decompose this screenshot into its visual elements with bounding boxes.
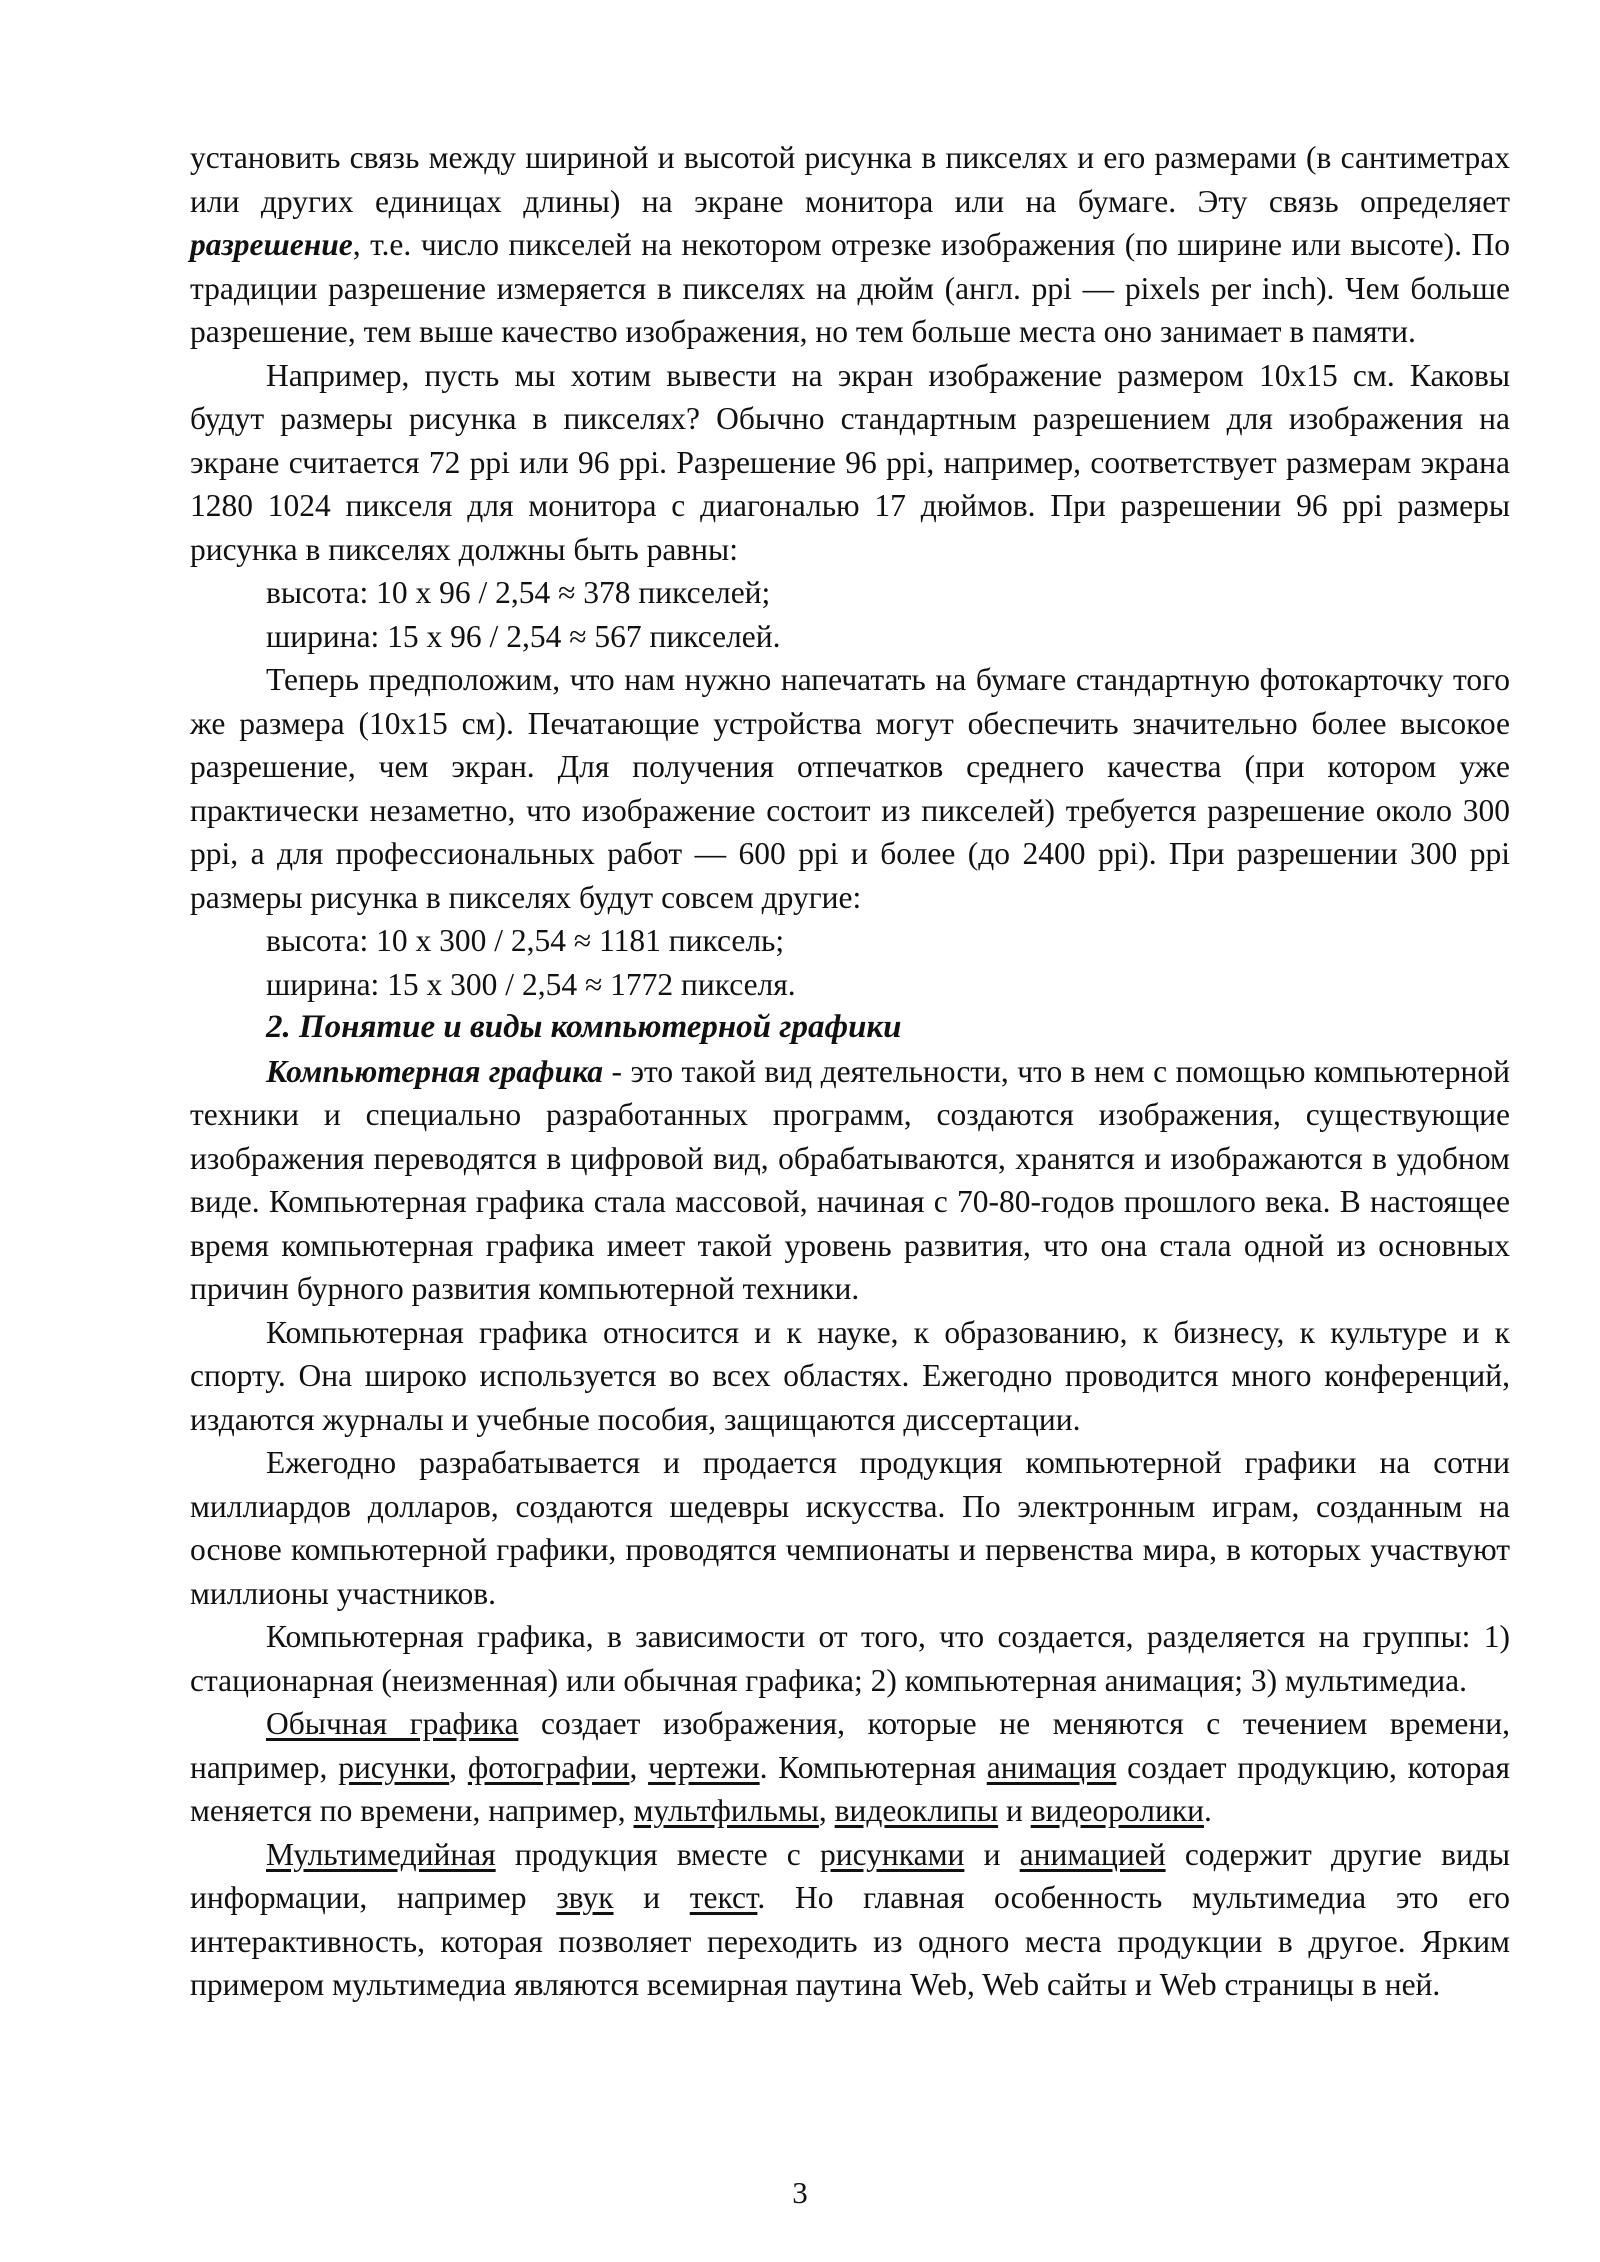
underlined-term: текст (689, 1880, 758, 1915)
paragraph-ordinary-graphics (190, 1702, 1510, 1833)
calc-screen-height: высота: 10 x 96 / 2,54 ≈ 378 пикселей; (266, 575, 771, 610)
underlined-term: рисунки (338, 1749, 450, 1785)
underlined-term: Мультимедийная (266, 1836, 496, 1872)
paragraph-graphics-definition (190, 1050, 1510, 1311)
section-heading: 2. Понятие и виды компьютерной графики (266, 1009, 902, 1045)
underlined-term: анимацией (1019, 1836, 1166, 1872)
paragraph-industry: Ежегодно разрабатывается и продается продукция компьютерной графики на сотни миллиардов долларов, создаются шедевры искусства. По электронным играм, созданным на основе компьютерной графики, проводятся чемпионаты и первенства мира, в которых участвуют миллионы участников. (190, 1445, 1510, 1611)
underlined-term: видеоролики (1030, 1793, 1204, 1828)
text-run: создает продукцию, которая меняется по времени, например, (190, 1749, 1511, 1828)
underlined-term: мультфильмы (633, 1793, 819, 1828)
paragraph-groups: Компьютерная графика, в зависимости от того, что создается, разделяется на группы: 1) стационарная (неизменная) или обычная графика; 2) компьютерная анимация; 3) мультимедиа. (190, 1619, 1510, 1698)
calc-screen-width: ширина: 15 x 96 / 2,54 ≈ 567 пикселей. (266, 618, 781, 654)
underlined-term: рисунками (819, 1836, 965, 1872)
underlined-term: звук (556, 1880, 614, 1915)
paragraph-print-example: Теперь предположим, что нам нужно напечатать на бумаге стандартную фотокарточку того же размера (10x15 см). Печатающие устройства могут обеспечить значительно более высокое разрешение, чем экран. Для получения отпечатков среднего качества (при котором уже практически незаметно, что изображение состоит из пикселей) требуется разрешение около 300 ppi, а для профессиональных работ — 600 ppi и более (до 2400 ppi). При разрешении 300 ppi размеры рисунка в пикселях будут совсем другие: (190, 662, 1510, 915)
page-number: 3 (792, 2175, 808, 2210)
paragraph-screen-example: Например, пусть мы хотим вывести на экран изображение размером 10x15 см. Каковы будут размеры рисунка в пикселях? Обычно стандартным разрешением для изображения на экране считается 72 ppi или 96 ppi. Разрешение 96 ppi, например, соответствует размерам экрана 1280 1024 пикселя для монитора с диагональю 17 дюймов. При разрешении 96 ppi размеры рисунка в пикселях должны быть равны: (190, 357, 1510, 567)
text-run: и (998, 1793, 1031, 1828)
calc-print-height: высота: 10 x 300 / 2,54 ≈ 1181 пиксель; (266, 923, 785, 958)
text-run: установить связь между шириной и высотой рисунка в пикселях и его размерами (в сантиметрах или других единицах длины) на экране монитора или на бумаге. Эту связь определяет (190, 140, 1510, 219)
text-run: содержит другие виды информации, например (190, 1836, 1510, 1915)
text-run: . (1204, 1793, 1212, 1828)
text-run: создает изображения, которые не меняются с течением времени, например, (190, 1706, 1510, 1785)
body-text (190, 136, 1510, 2007)
text-run: . Но главная особенность мультимедиа это его интерактивность, которая позволяет переходить из одного места продукции в другое. Ярким примером мультимедиа являются всемирная паутина Web, Web сайты и Web страницы в ней. (190, 1880, 1510, 2002)
underlined-term: анимация (986, 1749, 1117, 1785)
underlined-term: Обычная графика (266, 1706, 519, 1741)
text-run: продукция вместе с (495, 1836, 820, 1872)
text-run: , т.е. число пикселей на некотором отрезке изображения (по ширине или высоте). По традиции разрешение измеряется в пикселях на дюйм (англ. ppi — pixels per inch). Чем больше разрешение, тем выше качество изображения, но тем больше места оно занимает в памяти. (190, 227, 1510, 349)
text-run: и (964, 1836, 1020, 1872)
underlined-term: чертежи (648, 1749, 760, 1785)
calc-print-width: ширина: 15 x 300 / 2,54 ≈ 1772 пикселя. (266, 966, 796, 1002)
paragraph-resolution-definition (190, 136, 1510, 354)
text-run: , (629, 1749, 649, 1785)
underlined-term: фотографии (467, 1749, 630, 1785)
underlined-term: видеоклипы (834, 1793, 999, 1828)
paragraph-applications: Компьютерная графика относится и к науке, к образованию, к бизнесу, к культуре и к спорту. Она широко используется во всех областях. Ежегодно проводится много конференций, издаются журналы и учебные пособия, защищаются диссертации. (190, 1314, 1510, 1437)
paragraph-multimedia (190, 1833, 1510, 2007)
term-computer-graphics: Компьютерная графика (266, 1053, 604, 1089)
term-resolution: разрешение (190, 227, 353, 262)
text-run: - это такой вид деятельности, что в нем с помощью компьютерной техники и специально разработанных программ, создаются изображения, существующие изображения переводятся в цифровой вид, обрабатываются, хранятся и изображаются в удобном виде. Компьютерная графика стала массовой, начиная с 70-80-годов прошлого века. В настоящее время компьютерная графика имеет такой уровень развития, что она стала одной из основных причин бурного развития компьютерной техники. (190, 1053, 1510, 1306)
text-run: . Компьютерная (759, 1749, 987, 1785)
text-run: , (818, 1793, 835, 1828)
text-run: и (613, 1880, 690, 1915)
text-run: , (449, 1749, 468, 1785)
